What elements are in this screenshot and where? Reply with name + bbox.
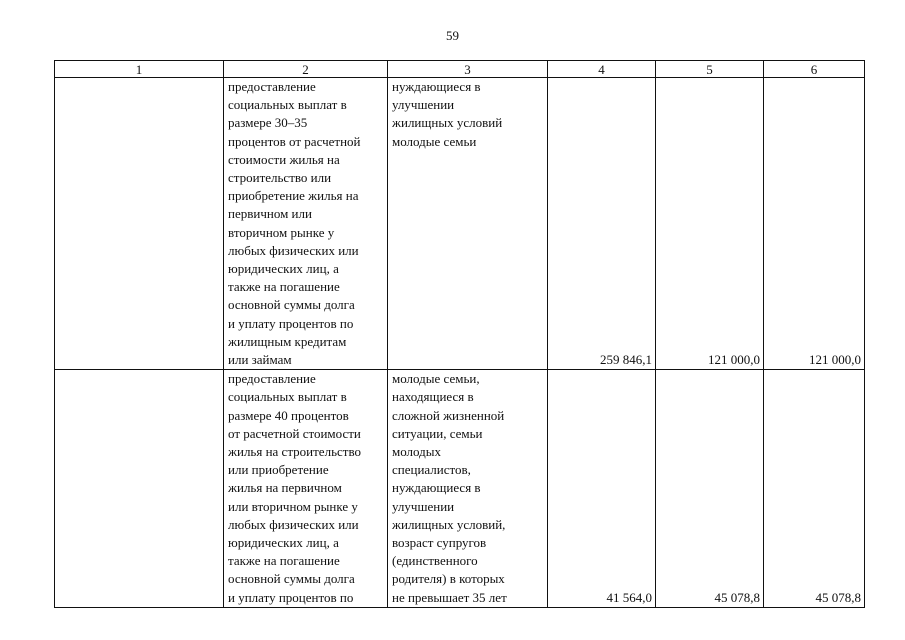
row-recipients: молодые семьи, находящиеся в сложной жизненной ситуации, семьи молодых специалистов, нуждающиеся в улучшении жилищных условий, возраст супругов (единственного родителя) в которых не превышает 35 лет [388, 370, 548, 608]
column-header-1: 1 [55, 61, 224, 78]
row-recipients: нуждающиеся в улучшении жилищных условий молодые семьи [388, 78, 548, 370]
row-measure-description: предоставление социальных выплат в размере 40 процентов от расчетной стоимости жилья на строительство или приобретение жилья на первичном или вторичном рынке у любых физических или юридических лиц, а также на погашение основной суммы долга и уплату процентов по [224, 370, 388, 608]
row-program-cell [55, 78, 224, 370]
row-amount-col4: 41 564,0 [548, 370, 656, 608]
column-header-3: 3 [388, 61, 548, 78]
row-amount-col6: 121 000,0 [764, 78, 865, 370]
row-measure-description: предоставление социальных выплат в размере 30–35 процентов от расчетной стоимости жилья на строительство или приобретение жилья на первичном или вторичном рынке у любых физических или юридических лиц, а также на погашение основной суммы долга и уплату процентов по жилищным кредитам или займам [224, 78, 388, 370]
row-amount-col5: 121 000,0 [656, 78, 764, 370]
row-program-cell [55, 370, 224, 608]
column-header-5: 5 [656, 61, 764, 78]
row-amount-col6: 45 078,8 [764, 370, 865, 608]
budget-table [54, 60, 865, 608]
row-amount-col4: 259 846,1 [548, 78, 656, 370]
table-row [55, 370, 865, 608]
column-header-2: 2 [224, 61, 388, 78]
table-row [55, 78, 865, 370]
page-number: 59 [446, 28, 459, 43]
header-row [55, 61, 865, 78]
column-header-6: 6 [764, 61, 865, 78]
column-header-4: 4 [548, 61, 656, 78]
row-amount-col5: 45 078,8 [656, 370, 764, 608]
